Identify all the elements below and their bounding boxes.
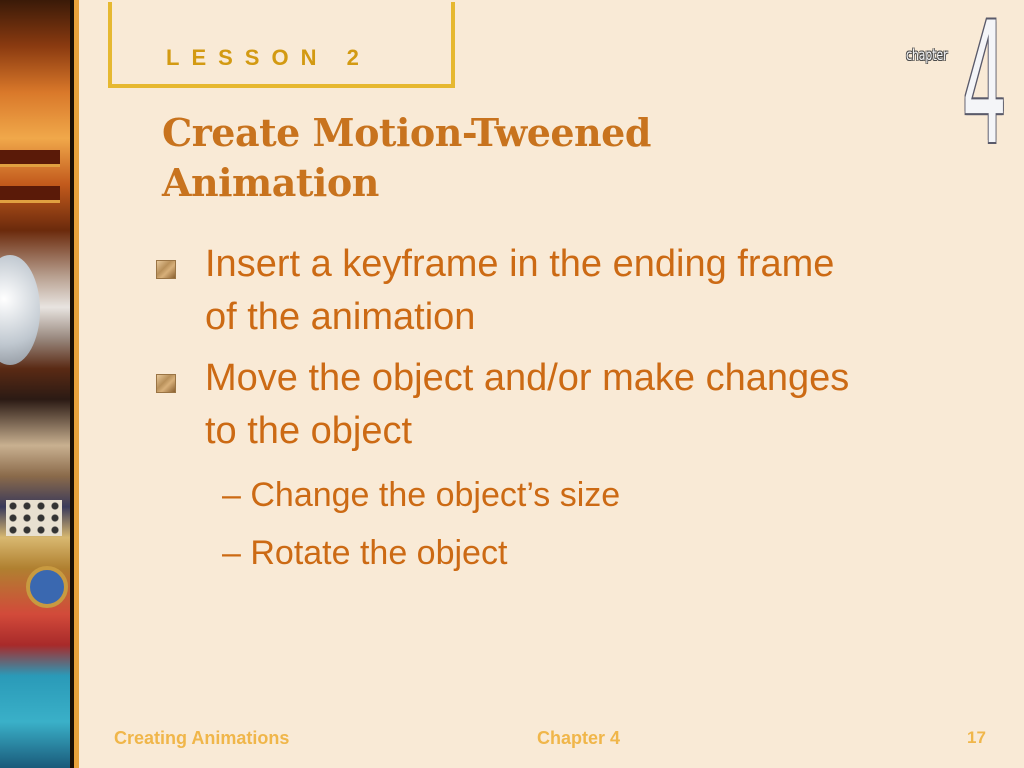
sub-bullet-item: – Change the object’s size: [222, 476, 621, 514]
slide-title: Create Motion-Tweened Animation: [162, 110, 651, 205]
pagoda-roof-decoration: [0, 186, 60, 203]
porthole-decoration: [26, 566, 68, 608]
bullet-square-icon: [156, 374, 176, 393]
pagoda-roof-decoration: [0, 150, 60, 167]
sub-bullet-item: – Rotate the object: [222, 534, 508, 572]
bullet-item: [156, 238, 876, 344]
bullet-text: Insert a keyframe in the ending frame of the animation: [205, 243, 835, 338]
lesson-label: LESSON 2: [166, 45, 371, 70]
bullet-text: Move the object and/or make changes to the object: [205, 357, 850, 452]
bullet-list: [156, 238, 876, 582]
bullet-item: [156, 352, 876, 458]
footer-chapter: Chapter 4: [537, 728, 621, 748]
decorative-photo-strip: [0, 0, 70, 768]
divider-gold-stripe: [74, 0, 79, 768]
chapter-number-logo: 4: [962, 0, 1007, 182]
panel-decoration: [6, 500, 62, 536]
footer-course-title: Creating Animations: [114, 728, 290, 748]
dome-decoration: [0, 255, 40, 365]
footer-page-number: 17: [967, 728, 986, 747]
chapter-word-logo: chapter: [906, 46, 948, 64]
bullet-square-icon: [156, 260, 176, 279]
